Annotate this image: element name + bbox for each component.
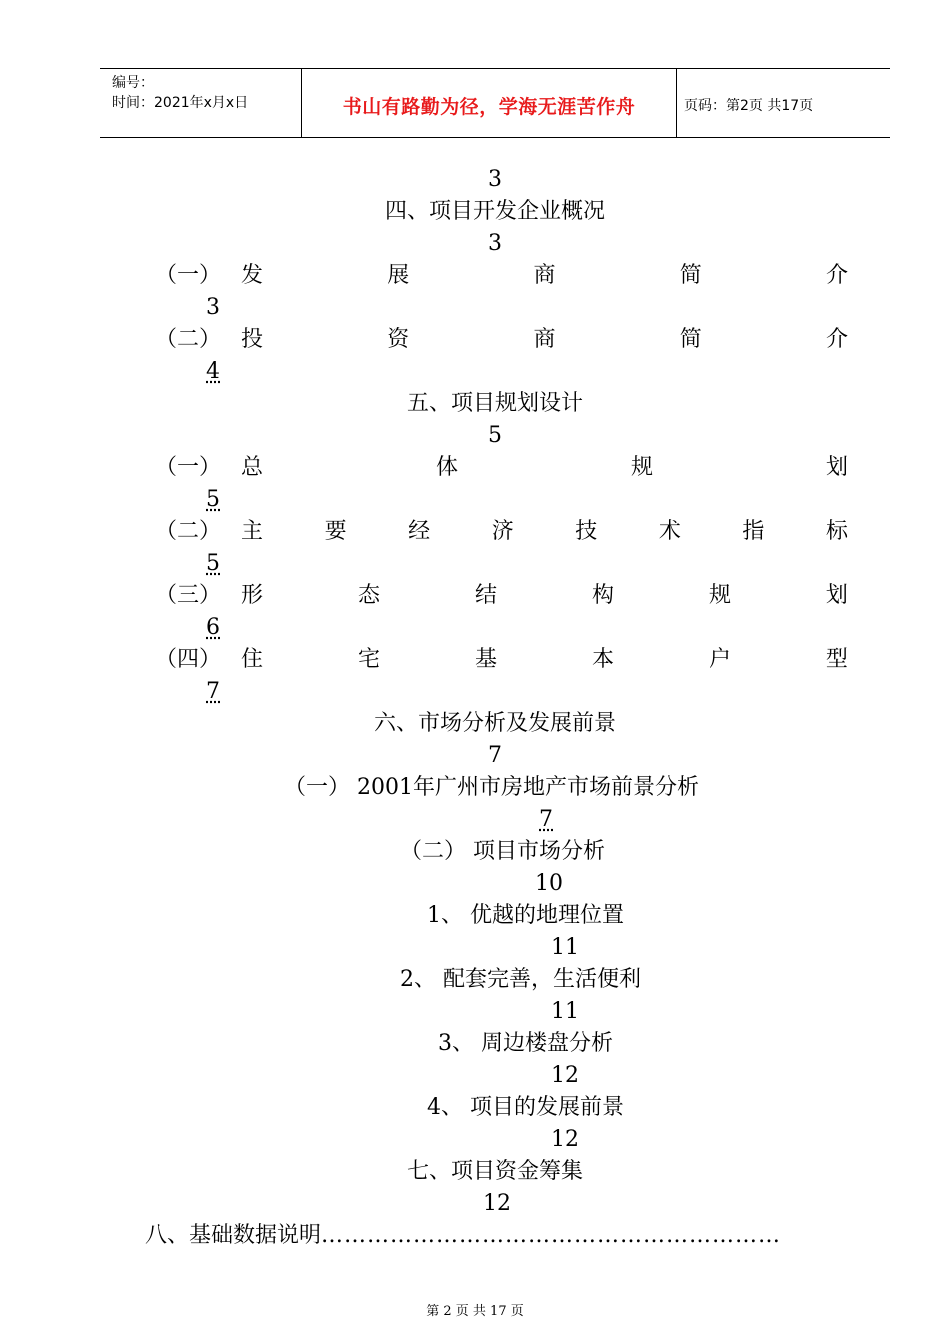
toc-entry-char: 展 (387, 263, 410, 288)
toc-entry-title (241, 327, 848, 353)
page-footer: 第 2 页 共 17 页 (426, 1304, 524, 1319)
toc-page-number: 11 (551, 935, 579, 960)
toc-section-title: 七、项目资金筹集 (406, 1159, 583, 1184)
toc-entry (155, 327, 848, 353)
toc-entry-char: 形 (241, 583, 264, 608)
toc-subsection-title: （二） 项目市场分析 (400, 839, 605, 864)
toc-entry-title (241, 583, 848, 609)
toc-entry-char: 术 (658, 519, 681, 544)
toc-entry-char: 技 (575, 519, 598, 544)
toc-page-number: 5 (206, 551, 220, 576)
toc-entry-char: 构 (591, 583, 614, 608)
toc-page-number: 12 (483, 1191, 511, 1216)
toc-entry-char: 宅 (357, 647, 380, 672)
toc-entry-char: 济 (491, 519, 514, 544)
toc-entry-char: 介 (825, 327, 848, 352)
motto-text: 书山有路勤为径，学海无涯苦作舟 (342, 96, 636, 118)
toc-subsection-title: （一） 2001年广州市房地产市场前景分析 (284, 775, 699, 800)
toc-entry-prefix: （二） (155, 327, 222, 352)
toc-entry-char: 指 (742, 519, 765, 544)
toc-entry-char: 发 (241, 263, 264, 288)
toc-entry-char: 资 (387, 327, 410, 352)
toc-entry-char: 介 (825, 263, 848, 288)
toc-entry-title (241, 519, 848, 545)
toc-item-title: 3、 周边楼盘分析 (438, 1031, 613, 1056)
page-info: 页码：第2页 共17页 (684, 98, 814, 114)
toc-entry-char: 商 (533, 263, 556, 288)
number-label: 编号： (112, 75, 154, 91)
toc-item-title: 1、 优越的地理位置 (427, 903, 624, 928)
toc-entry-char: 主 (241, 519, 264, 544)
toc-entry-char: 商 (533, 327, 556, 352)
toc-page-number: 11 (551, 999, 579, 1024)
toc-section-title: 五、项目规划设计 (406, 391, 583, 416)
toc-entry (155, 519, 848, 545)
toc-entry-char: 划 (825, 583, 848, 608)
toc-entry (155, 583, 848, 609)
toc-entry-char: 标 (825, 519, 848, 544)
toc-section-title: 六、市场分析及发展前景 (373, 711, 616, 736)
toc-entry-prefix: （一） (155, 263, 222, 288)
toc-entry-prefix: （四） (155, 647, 222, 672)
toc-entry-title (241, 263, 848, 289)
toc-entry-char: 型 (825, 647, 848, 672)
toc-page-number: 4 (206, 359, 220, 384)
toc-page-number: 12 (551, 1063, 579, 1088)
toc-entry-title (241, 647, 848, 673)
toc-page-number: 3 (206, 295, 220, 320)
toc-entry-char: 简 (679, 263, 702, 288)
toc-page-number: 5 (488, 423, 502, 448)
toc-item-title: 2、 配套完善，生活便利 (400, 967, 641, 992)
toc-section-title: 四、项目开发企业概况 (384, 199, 605, 224)
toc-item-title: 4、 项目的发展前景 (427, 1095, 624, 1120)
toc-entry-char: 规 (708, 583, 731, 608)
toc-entry-char: 简 (679, 327, 702, 352)
time-label: 时间：2021年x月x日 (112, 95, 249, 111)
toc-entry-char: 规 (630, 455, 653, 480)
toc-entry-prefix: （三） (155, 583, 222, 608)
toc-page-number: 3 (488, 231, 502, 256)
toc-page-number: 7 (206, 679, 220, 704)
toc-entry-char: 经 (408, 519, 431, 544)
toc-entry-title (241, 455, 848, 481)
toc-page-number: 10 (535, 871, 563, 896)
toc-entry-char: 总 (241, 455, 264, 480)
toc-page-number: 5 (206, 487, 220, 512)
toc-entry-char: 态 (357, 583, 380, 608)
toc-entry (155, 647, 848, 673)
toc-entry-char: 体 (435, 455, 458, 480)
toc-entry-char: 要 (324, 519, 347, 544)
toc-entry (155, 455, 848, 481)
toc-entry-char: 本 (591, 647, 614, 672)
toc-section-title: 八、基础数据说明 (145, 1223, 322, 1248)
toc-page-number: 7 (488, 743, 502, 768)
toc-page-number: 3 (488, 167, 502, 192)
toc-entry-char: 投 (241, 327, 264, 352)
toc-entry-char: 基 (474, 647, 497, 672)
toc-page-number: 12 (551, 1127, 579, 1152)
toc-page-number: 7 (539, 807, 553, 832)
toc-page-number: 6 (206, 615, 220, 640)
toc-leader-dots: …………………………………………………… (321, 1223, 782, 1248)
toc-entry-char: 划 (825, 455, 848, 480)
toc-entry-char: 结 (474, 583, 497, 608)
toc-entry-prefix: （一） (155, 455, 222, 480)
toc-entry (155, 263, 848, 289)
toc-section-row (145, 1223, 845, 1249)
toc-entry-char: 住 (241, 647, 264, 672)
toc-entry-char: 户 (708, 647, 731, 672)
toc-entry-prefix: （二） (155, 519, 222, 544)
